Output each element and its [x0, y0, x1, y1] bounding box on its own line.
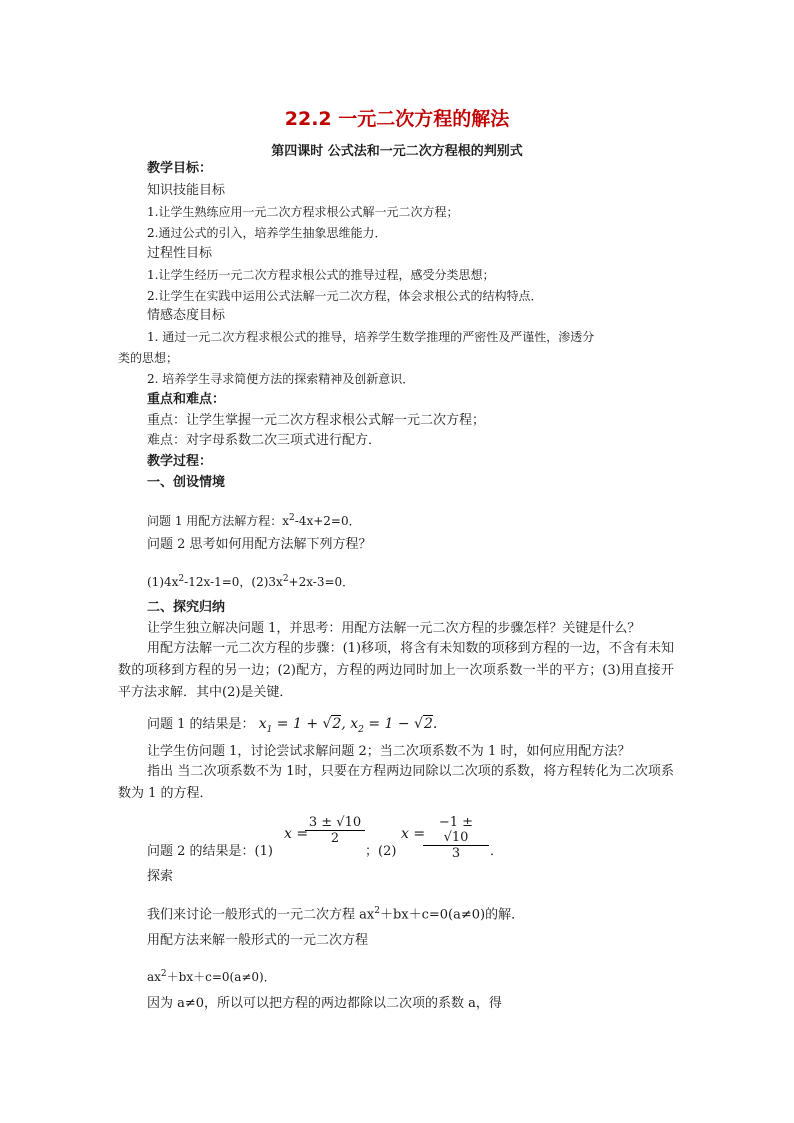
emotion-item-2: 2. 培养学生寻求简便方法的探索精神及创新意识． — [147, 372, 415, 386]
general-method-line: 用配方法来解一般形式的一元二次方程 — [147, 933, 369, 948]
process-item-1: 1.让学生经历一元二次方程求根公式的推导过程，感受分类思想； — [147, 268, 495, 282]
frac1-x: x = — [284, 826, 309, 842]
knowledge-heading: 知识技能目标 — [147, 183, 226, 198]
question-1-suffix: -4x+2=0． — [294, 514, 361, 528]
question-2-equations — [147, 570, 354, 591]
fraction-2-numerator: −1 ± √10 — [438, 815, 474, 845]
key-point: 重点：让学生掌握一元二次方程求根公式解一元二次方程； — [147, 413, 486, 428]
key-heading: 重点和难点： — [147, 392, 226, 407]
emotion-item-1: 1. 通过一元二次方程求根公式的推导，培养学生数学推理的严密性及严谨性，渗透分 — [147, 330, 595, 344]
section-1-heading: 一、创设情境 — [147, 475, 226, 490]
fraction-2 — [423, 815, 489, 861]
explore-line-1: 让学生独立解决问题 1，并思考：用配方法解一元二次方程的步骤怎样？关键是什么？ — [147, 621, 641, 636]
process-main-heading: 教学过程： — [147, 454, 213, 469]
question-2-result-end: ． — [490, 844, 504, 859]
process-item-2: 2.让学生在实践中运用公式法解一元二次方程，体会求根公式的结构特点． — [147, 289, 543, 303]
point-paragraph: 指出 当二次项系数不为 1时，只要在方程两边同除以二次项的系数，将方程转化为二次项系数为 1 的方程． — [118, 764, 674, 801]
question-2: 问题 2 思考如何用配方法解下列方程？ — [147, 537, 372, 552]
general3-sup: 2 — [160, 969, 167, 979]
general3-a: ax — [147, 970, 161, 984]
general3-b: ＋bx＋c=0(a≠0)． — [166, 970, 276, 984]
question-1-sup: 2 — [289, 513, 295, 523]
general-sup: 2 — [374, 906, 380, 916]
process-heading: 过程性目标 — [147, 246, 213, 261]
frac2-x: x = — [401, 826, 426, 842]
general-b: ＋bx＋c=0(a≠0)的解． — [379, 907, 525, 923]
final-line: 因为 a≠0，所以可以把方程的两边都除以二次项的系数 a，得 — [147, 996, 502, 1011]
fraction-2-denominator: 3 — [451, 846, 461, 861]
explore-word: 探索 — [147, 869, 174, 884]
eq-sup-1: 2 — [178, 574, 185, 584]
page-title: 22.2 一元二次方程的解法 — [284, 108, 510, 130]
general-form-line — [147, 902, 524, 924]
q1-result-formula: $x_1 = 1 + √2$, $x_2 = 1 - √2$. — [258, 716, 438, 735]
question-1-result — [147, 715, 437, 739]
question-1 — [147, 509, 361, 530]
general-a: 我们来讨论一般形式的一元二次方程 ax — [147, 907, 375, 923]
imitate-line: 让学生仿问题 1，讨论尝试求解问题 2；当二次项系数不为 1 时，如何应用配方法？ — [147, 744, 631, 759]
fraction-1-numerator: 3 ± √10 — [308, 815, 362, 830]
eq-part-b: -12x-1=0，(2)3x — [184, 575, 283, 589]
page-subtitle: 第四课时 公式法和一元二次方程根的判别式 — [271, 144, 523, 159]
knowledge-item-2: 2.通过公式的引入，培养学生抽象思维能力． — [147, 226, 387, 240]
eq-sup-2: 2 — [282, 574, 289, 584]
explore-paragraph: 用配方法解一元二次方程的步骤：(1)移项，将含有未知数的项移到方程的一边，不含有未知数的项移到方程的另一边；(2)配方，方程的两边同时加上一次项系数一半的平方；(3)用直接开平方法求解．其中(2)是关键． — [118, 641, 674, 700]
fraction-1 — [305, 815, 365, 846]
emotion-item-1-cont: 类的思想； — [118, 351, 179, 365]
question-2-result-sep: ；(2) — [365, 844, 397, 859]
section-2-heading: 二、探究归纳 — [147, 600, 226, 615]
knowledge-item-1: 1.让学生熟练应用一元二次方程求根公式解一元二次方程； — [147, 205, 459, 219]
difficult-point: 难点：对字母系数二次三项式进行配方． — [147, 433, 382, 448]
emotion-heading: 情感态度目标 — [147, 308, 226, 323]
eq-part-c: +2x-3=0． — [288, 575, 355, 589]
fraction-1-denominator: 2 — [330, 831, 340, 846]
question-2-result-label: 问题 2 的结果是：(1) — [147, 844, 273, 859]
question-1-prefix: 问题 1 用配方法解方程：x — [147, 514, 290, 528]
general-equation-line — [147, 965, 276, 986]
q1-result-label: 问题 1 的结果是： — [147, 717, 255, 732]
eq-part-a: (1)4x — [147, 575, 179, 589]
goals-heading: 教学目标： — [147, 161, 213, 176]
